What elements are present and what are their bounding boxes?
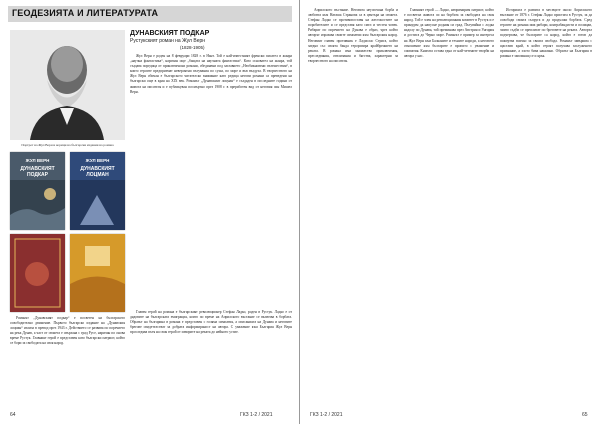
right-col3-paragraph: Историята е развита в месеците около Априлското въстание от 1876 г. Стефан Ладко пристига в Рустук, за да освободи своята съпруга и да продължи борбата. Сред героите на романа има рибари, контрабандисти и полицаи, чиито съдби се преплитат по бреговете на реката. Авторът подчертава, че българите са народ, който е готов да пожертва всичко за своята свобода. Романът завършва с щастлив край, в който героят получава заслуженото признание, а злото бива наказано. Образът на България в романа е запомнящ се и ярък. (500, 8, 592, 58)
center-column-bottom (130, 310, 292, 412)
cover2-illustration (70, 180, 125, 230)
intro-column (130, 54, 292, 306)
right-col1-paragraph: Априлското въстание. Неговата неуспешна борба и любовта към Наташа Странова са в центъра на сюжета. Стефан Ладко се противопоставя на жестокостите на поробителите и се представя като смел и честен човек. Рибарят по поречието на Дунава е образ, чрез който авторът изразява своите симпатии към българския народ. Неговият главен противник е Ладислас Стрига, който заедно със своята банда тероризира крайбрежието на реката. В романа има множество приключения, преследвания, отвличания и бягства, характерни за творчеството на писателя. (308, 8, 398, 63)
right-column-3 (500, 8, 592, 410)
book-cover-4 (70, 234, 125, 312)
right-page (300, 0, 600, 424)
center-bottom-paragraph: Главен герой на романа е българският революционер Стефан Ладко, роден в Рустук. Ладко е от дядовите на българската емиграция, които по време на Априлското въстание се включва в борбата. Образът на българина в романа е представен с голяма симпатия, а описанията на Дунава и неговите брегове свидетелстват за добрата информираност на автора. С уважение към България Жул Верн проследява пътя на своя герой от изворите на реката до нейното устие. (130, 310, 292, 335)
section-header: ГЕОДЕЗИЯТА И ЛИТЕРАТУРАТА (12, 8, 159, 18)
right-journal: ГКЗ 1-2 / 2021 (310, 412, 343, 418)
right-column-1 (308, 8, 398, 410)
right-page-number: 65 (582, 412, 588, 418)
cover1-author: ЖУЛ ВЕРН (25, 158, 50, 163)
author-portrait (10, 30, 125, 140)
intro-paragraph: Жул Верн е роден на 8 февруари 1828 г. в Нант. Той е най-известният френски писател в жанра „научна фантастика“, наричан още „бащата на научната фантастика“. Като основател на жанра, той създава поредица от приключенски романи, обединени под заглавието „Необикновени пътешествия“, в които героите предприемат невероятни пътувания по суша, по море и във въздуха. В творчеството на Жул Верн обичан е българското читателско внимание като редица негови романи са преведени на български още в края на XIX век. Романът „Дунавският лоцман“ е създаден в последните години от живота на писателя и е публикуван посмъртно през 1908 г. в преработен вид от неговия син Мишел Верн. (130, 54, 292, 94)
cover1-illustration (10, 180, 65, 230)
left-bottom-paragraph: Романът „Дунавският подкар“ е посветен на българското освободително движение. Първото българско издание на „Дунавския лоцман“ излиза в превод през 1943 г. Действието се развива по поречието на река Дунав, а част от сюжета е свързана с град Русе, наричан по онова време Рустук. Главният герой е представен като български патриот, който се бори за свободата на своя народ. (10, 316, 125, 346)
portrait-image (10, 30, 125, 140)
cover3-illustration (10, 234, 65, 312)
article-subtitle: Рустукският роман на Жул Верн (130, 38, 206, 44)
left-journal: ГКЗ 1-2 / 2021 (240, 412, 273, 418)
article-dates: (1828-1905) (180, 45, 205, 50)
cover2-title: ДУНАВСКИЯТ ЛОЦМАН (80, 166, 115, 178)
book-cover-1 (10, 152, 65, 230)
right-column-2 (404, 8, 494, 410)
figure-caption: Портрет на Жул Верн и корици на български издания на романа (21, 143, 114, 147)
book-cover-3 (10, 234, 65, 312)
left-page-number: 64 (10, 412, 16, 418)
article-title: ДУНАВСКИЯТ ПОДКАР (130, 30, 210, 37)
cover2-author: ЖУЛ ВЕРН (85, 158, 110, 163)
book-cover-2 (70, 152, 125, 230)
left-column-bottom (10, 316, 125, 412)
cover4-illustration (70, 234, 125, 312)
cover1-title: ДУНАВСКИЯТ ПОДКАР (20, 166, 55, 178)
right-col2-paragraph: Главният герой — Ладко, непримирим патриот, който е посветил живота си на борбата за свободата на своя народ. Той е член на революционния комитет в Рустук и е принуден да напусне родния си град. Пътувайки с лодка надолу по Дунава, той преминава през Австрия и Унгария и достига до Черно море. Романът е пример за интереса на Жул Верн към Балканите и техните народи, а неговото отношение към българите е пропито с уважение и симпатия. Книгата остава една от най-четените творби на автора у нас. (404, 8, 494, 58)
